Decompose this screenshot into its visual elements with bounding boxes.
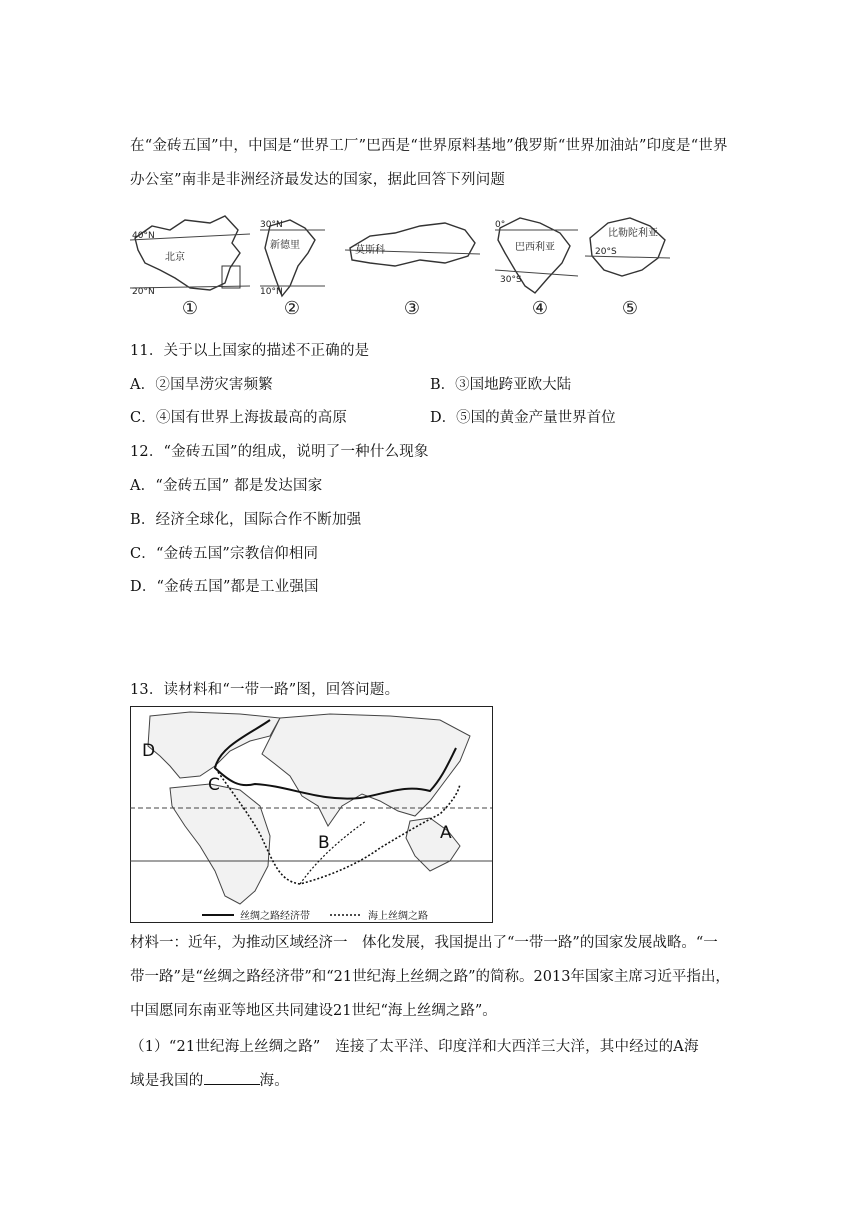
option-text: “金砖五国” 都是发达国家 [155,478,323,494]
option-letter: D． [430,410,457,426]
option-text: ②国旱涝灾害频繁 [155,377,273,393]
place-name: 巴西利亚 [515,242,555,253]
option-text: 经济全球化，国际合作不断加强 [155,512,362,528]
map-label: ④ [531,298,549,318]
option-letter: A． [130,478,156,494]
lat-label: 20°S [595,247,617,257]
option-text: ③国地跨亚欧大陆 [455,377,572,393]
lat-label: 10°N [260,287,283,297]
map-label: ⑤ [621,298,639,318]
lat-label: 30°N [260,220,283,230]
q13-sub1-line-1: （1）“21世纪海上丝绸之路” 连接了太平洋、印度洋和大西洋三大洋，其中经过的A海 [130,1039,699,1055]
q12-option-d[interactable] [130,575,319,596]
option-letter: D． [130,579,157,595]
map-label: ① [181,298,199,318]
material-one: 材料一：近年，为推动区域经济一 体化发展，我国提出了“一带一路”的国家发展战略。“一带一路”是“丝绸之路经济带”和“21世纪海上丝绸之路”的简称。2013年国家主席习近平指出，中国愿同东南亚等地区共同建设21世纪“海上丝绸之路”。 [130,935,730,1019]
option-letter: C． [130,410,156,426]
option-text: ④国有世界上海拔最高的高原 [156,410,348,426]
q13-stem: 13．读材料和“一带一路”图，回答问题。 [130,682,400,698]
place-name: 北京 [165,252,185,263]
q11-stem: 11．关于以上国家的描述不正确的是 [130,343,370,359]
legend-dotted-label: 海上丝绸之路 [368,911,428,922]
intro-line-2: 办公室”南非是非洲经济最发达的国家，据此回答下列问题 [130,172,506,188]
map-letter-b: B [318,833,330,853]
q13-sub1-suffix: 海。 [259,1073,289,1089]
q11-option-d[interactable] [430,406,616,427]
place-name: 莫斯科 [355,245,385,256]
q13-sub1-line-2 [130,1069,289,1090]
map-letter-c: C [208,775,220,795]
option-letter: A． [130,377,156,393]
legend-solid-label: 丝绸之路经济带 [240,911,310,922]
answer-blank[interactable] [204,1070,260,1085]
map-label: ② [283,298,301,318]
lat-label: 20°N [132,287,155,297]
lat-label: 0° [495,220,506,230]
q12-option-c[interactable] [130,542,318,563]
brics-maps-figure [130,208,675,322]
lat-label: 30°S [500,275,522,285]
q11-option-c[interactable] [130,406,347,427]
q12-stem: 12．“金砖五国”的组成，说明了一种什么现象 [130,444,429,460]
option-letter: B． [430,377,456,393]
option-text: “金砖五国”宗教信仰相同 [156,546,319,562]
map-letter-d: D [142,741,156,761]
q13-sub1-text: 域是我国的 [130,1073,204,1089]
option-letter: C． [130,546,156,562]
india-outline [265,220,315,296]
q12-option-a[interactable] [130,474,322,495]
belt-and-road-map [130,706,495,928]
option-letter: B． [130,512,156,528]
intro-line-1: 在“金砖五国”中，中国是“世界工厂”巴西是“世界原料基地”俄罗斯“世界加油站”印度是“世界 [130,138,728,154]
q11-option-b[interactable] [430,373,571,394]
lat-label: 40°N [132,231,155,241]
option-text: “金砖五国”都是工业强国 [156,579,319,595]
map-label: ③ [403,298,421,318]
q11-option-a[interactable] [130,373,273,394]
option-text: ⑤国的黄金产量世界首位 [456,410,616,426]
place-name: 新德里 [270,240,300,251]
q12-option-b[interactable] [130,508,361,529]
place-name: 比勒陀利亚 [608,228,658,239]
map-letter-a: A [440,823,452,843]
china-outline [135,216,240,290]
